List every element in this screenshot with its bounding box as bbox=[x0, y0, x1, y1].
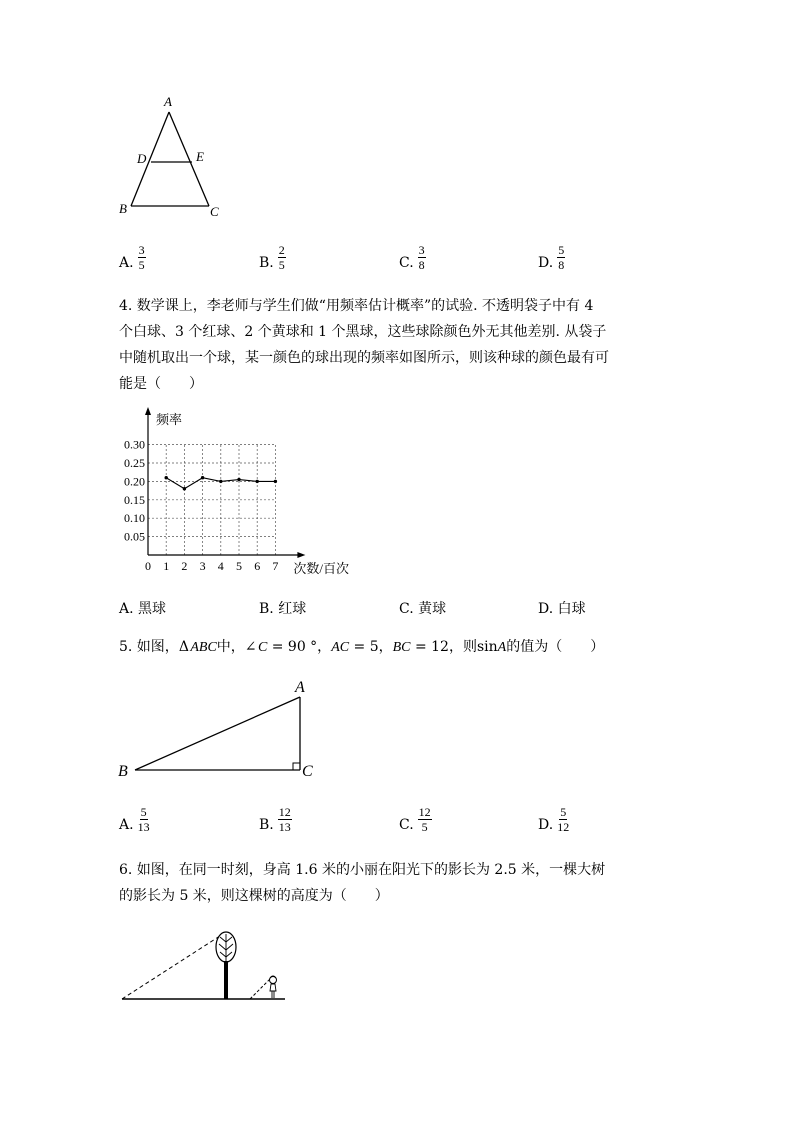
label-c: C bbox=[302, 763, 313, 780]
tree-icon bbox=[216, 932, 236, 999]
option-letter: A. bbox=[119, 817, 134, 833]
data-point bbox=[237, 478, 240, 481]
q5-option-b[interactable] bbox=[259, 806, 292, 833]
q4-line-4: 能是（ ） bbox=[119, 376, 203, 392]
frequency-series-line bbox=[166, 478, 275, 489]
x-tick-label: 3 bbox=[199, 559, 206, 573]
denominator: 13 bbox=[137, 820, 150, 834]
y-tick-label: 0.30 bbox=[124, 437, 145, 452]
option-letter: D. bbox=[538, 601, 554, 617]
q5-zhong: 中， bbox=[216, 639, 245, 655]
q4-option-b[interactable] bbox=[259, 597, 306, 621]
option-text: 白球 bbox=[557, 601, 586, 617]
girl-icon bbox=[270, 976, 277, 998]
option-letter: C. bbox=[399, 817, 414, 833]
option-letter: C. bbox=[399, 255, 414, 271]
denominator: 5 bbox=[278, 258, 285, 272]
denominator: 5 bbox=[138, 258, 145, 272]
q3-option-b[interactable] bbox=[259, 244, 286, 271]
numerator: 2 bbox=[278, 243, 285, 257]
side-ac-name: AC bbox=[331, 640, 350, 655]
side-bc-name: BC bbox=[392, 640, 411, 655]
delta-symbol: Δ bbox=[178, 639, 189, 655]
denominator: 8 bbox=[558, 258, 565, 272]
numerator: 5 bbox=[558, 243, 565, 257]
frequency-line-chart bbox=[112, 405, 372, 585]
data-point bbox=[274, 480, 277, 483]
label-e: E bbox=[196, 149, 204, 164]
x-tick-label: 0 bbox=[145, 559, 151, 573]
denominator: 13 bbox=[278, 820, 291, 834]
q3-option-c[interactable] bbox=[399, 244, 426, 271]
q4-option-c[interactable] bbox=[399, 597, 446, 621]
q5-option-c[interactable] bbox=[399, 806, 432, 833]
numerator: 3 bbox=[418, 243, 425, 257]
data-point bbox=[256, 480, 259, 483]
q3-option-a[interactable] bbox=[119, 244, 146, 271]
q4-line-1: 4. 数学课上，李老师与学生们做“用频率估计概率”的试验. 不透明袋子中有 4 bbox=[119, 298, 594, 314]
triangle-name: ABC bbox=[190, 640, 217, 655]
x-axis-arrow bbox=[297, 552, 305, 558]
q3-option-d[interactable] bbox=[538, 244, 565, 271]
numerator: 5 bbox=[560, 805, 567, 819]
side-bc-value: = 12，则 bbox=[410, 639, 477, 655]
data-point bbox=[201, 476, 204, 479]
side-ac-value: = 5， bbox=[349, 639, 393, 655]
data-point bbox=[219, 480, 222, 483]
x-tick-label: 6 bbox=[254, 559, 261, 573]
fraction bbox=[278, 806, 292, 833]
q5-option-a[interactable] bbox=[119, 806, 150, 833]
numerator: 12 bbox=[418, 805, 431, 819]
side-ba bbox=[135, 697, 300, 770]
tree-sun-ray bbox=[122, 934, 223, 999]
x-tick-label: 7 bbox=[272, 559, 279, 573]
numerator: 5 bbox=[140, 805, 147, 819]
data-point bbox=[165, 476, 168, 479]
angle-symbol: ∠ bbox=[244, 639, 257, 655]
numerator: 12 bbox=[278, 805, 291, 819]
option-text: 红球 bbox=[278, 601, 307, 617]
option-letter: A. bbox=[119, 601, 134, 617]
fraction bbox=[418, 806, 432, 833]
q4-option-d[interactable] bbox=[538, 597, 586, 621]
option-letter: D. bbox=[538, 255, 554, 271]
y-tick-label: 0.25 bbox=[124, 456, 145, 470]
angle-vertex: C bbox=[257, 640, 268, 655]
label-c: C bbox=[210, 204, 219, 219]
fraction bbox=[557, 806, 569, 833]
x-tick-label: 2 bbox=[181, 559, 188, 573]
y-tick-label: 0.10 bbox=[124, 511, 145, 526]
option-text: 黄球 bbox=[418, 601, 447, 617]
label-b: B bbox=[119, 201, 127, 216]
tree-shadow-figure bbox=[115, 925, 295, 1005]
q4-line-3: 中随机取出一个球，某一颜色的球出现的频率如图所示，则该种球的颜色最有可 bbox=[119, 350, 609, 366]
q6-line-2: 的影长为 5 米，则这棵树的高度为（ ） bbox=[119, 888, 389, 904]
option-letter: C. bbox=[399, 601, 414, 617]
angle-value: = 90 °， bbox=[267, 639, 332, 655]
sin-argument: A bbox=[497, 640, 507, 655]
x-tick-label: 1 bbox=[163, 559, 170, 573]
sin-function: sin bbox=[476, 639, 498, 655]
label-d: D bbox=[137, 151, 147, 166]
option-letter: B. bbox=[259, 817, 274, 833]
label-b: B bbox=[118, 763, 128, 780]
label-a: A bbox=[164, 94, 172, 109]
denominator: 8 bbox=[418, 258, 425, 272]
girl-sun-ray bbox=[250, 978, 271, 999]
y-tick-label: 0.20 bbox=[124, 474, 145, 489]
data-point bbox=[183, 487, 186, 490]
q5-suffix: 的值为（ ） bbox=[506, 639, 605, 655]
q5-prefix: 5. 如图， bbox=[119, 639, 179, 655]
denominator: 5 bbox=[421, 820, 428, 834]
x-axis-label: 次数/百次 bbox=[293, 561, 350, 576]
q6-line-1: 6. 如图，在同一时刻，身高 1.6 米的小丽在阳光下的影长为 2.5 米，一棵大树 bbox=[119, 862, 606, 878]
y-axis-arrow bbox=[145, 407, 151, 415]
q4-line-2: 个白球、3 个红球、2 个黄球和 1 个黑球，这些球除颜色外无其他差别. 从袋子 bbox=[119, 324, 607, 340]
y-tick-label: 0.15 bbox=[124, 492, 145, 507]
fraction bbox=[557, 244, 565, 271]
option-letter: A. bbox=[119, 255, 134, 271]
fraction bbox=[138, 806, 150, 833]
y-tick-label: 0.05 bbox=[124, 529, 145, 544]
fraction bbox=[138, 244, 146, 271]
option-letter: B. bbox=[259, 255, 274, 271]
option-letter: D. bbox=[538, 817, 554, 833]
right-angle-mark bbox=[293, 763, 300, 770]
fraction bbox=[418, 244, 426, 271]
x-tick-label: 5 bbox=[236, 559, 242, 573]
fraction bbox=[278, 244, 286, 271]
denominator: 12 bbox=[557, 820, 570, 834]
q5-question bbox=[119, 635, 604, 660]
option-letter: B. bbox=[259, 601, 274, 617]
label-a: A bbox=[295, 679, 305, 696]
option-text: 黑球 bbox=[138, 601, 167, 617]
triangle-ade-figure bbox=[110, 90, 230, 225]
q4-option-a[interactable] bbox=[119, 597, 166, 621]
y-axis-label: 频率 bbox=[156, 412, 183, 427]
right-triangle-figure bbox=[110, 675, 330, 785]
numerator: 3 bbox=[138, 243, 145, 257]
x-tick-label: 4 bbox=[217, 559, 224, 573]
q5-option-d[interactable] bbox=[538, 806, 569, 833]
